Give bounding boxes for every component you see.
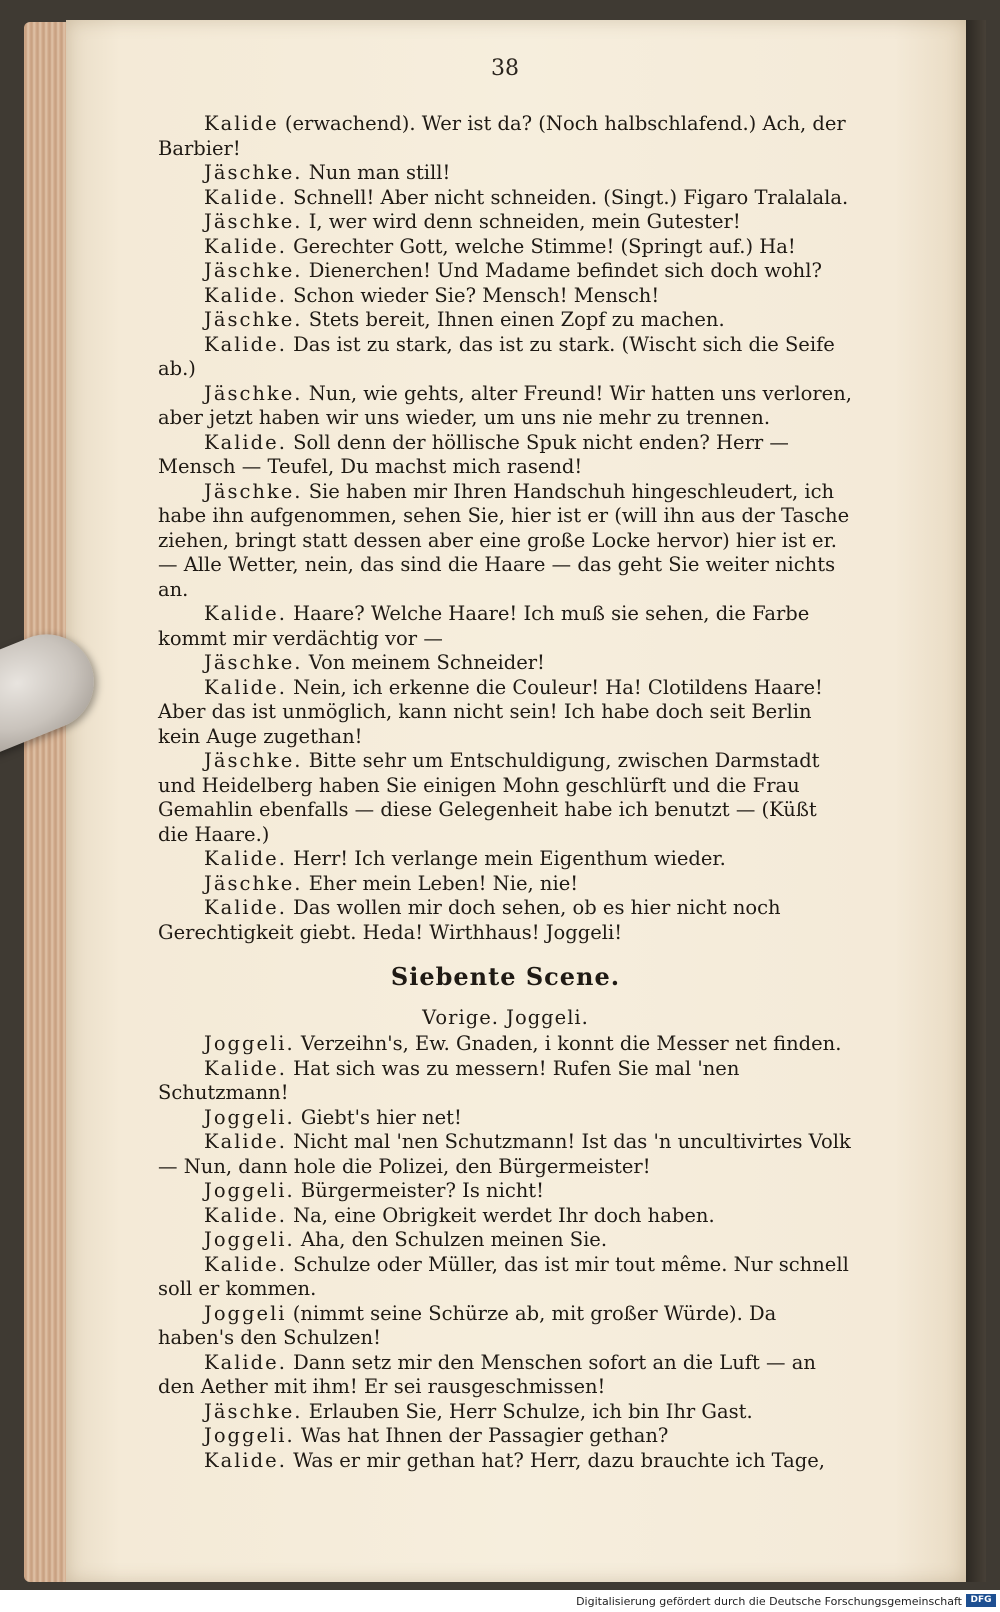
speaker-name: Kalide. (204, 332, 287, 356)
speaker-name: Kalide. (204, 1252, 287, 1276)
speaker-name: Kalide. (204, 1203, 287, 1227)
dialogue-line (158, 259, 853, 284)
speaker-name: Kalide. (204, 234, 287, 258)
speaker-name: Kalide. (204, 1130, 287, 1153)
speaker-name: Kalide. (204, 185, 287, 209)
line-text: Haare? Welche Haare! Ich muß sie sehen, die Farbe kommt mir verdächtig vor — (158, 602, 810, 650)
dialogue-line (158, 284, 853, 309)
speaker-name: Jäschke. (204, 210, 303, 233)
line-text: Erlauben Sie, Herr Schulze, ich bin Ihr Gast. (302, 1399, 753, 1423)
speaker-name: Kalide. (204, 847, 287, 870)
dialogue-line (158, 1032, 853, 1057)
line-text: Bürgermeister? Is nicht! (294, 1179, 544, 1202)
dialogue-line (158, 382, 853, 431)
speaker-name: Jäschke. (204, 871, 303, 895)
speaker-name: Jäschke. (204, 1399, 303, 1423)
speaker-name: Joggeli (204, 1301, 287, 1325)
dialogue-line (158, 1130, 853, 1179)
line-text: Was er mir gethan hat? Herr, dazu brauchte ich Tage, (286, 1448, 825, 1472)
line-text: Soll denn der höllische Spuk nicht enden? Herr — Mensch — Teufel, Du machst mich rasend! (158, 430, 789, 478)
dialogue-line (158, 1179, 853, 1204)
line-text: Schon wieder Sie? Mensch! Mensch! (286, 283, 660, 307)
dialogue-line (158, 872, 853, 897)
dialogue-line (158, 1302, 853, 1351)
speaker-name: Jäschke. (204, 381, 303, 405)
line-text: Nein, ich erkenne die Couleur! Ha! Clotildens Haare! Aber das ist unmöglich, kann nicht sein! Ich habe doch seit Berlin kein Auge zugethan! (158, 675, 823, 748)
line-text: Dienerchen! Und Madame befindet sich doch wohl? (302, 259, 822, 282)
dialogue-line (158, 308, 853, 333)
dialogue-after (158, 1032, 853, 1473)
speaker-name: Kalide. (204, 675, 287, 699)
line-text: Eher mein Leben! Nie, nie! (302, 871, 579, 895)
dialogue-line (158, 1400, 853, 1425)
dialogue-line (158, 186, 853, 211)
line-text: Verzeihn's, Ew. Gnaden, i konnt die Messer net finden. (294, 1032, 842, 1055)
dialogue-line (158, 112, 853, 161)
dialogue-line (158, 161, 853, 186)
line-text: Gerechter Gott, welche Stimme! (Springt auf.) Ha! (286, 234, 796, 258)
speaker-name: Jäschke. (204, 161, 303, 184)
speaker-name: Joggeli. (204, 1424, 295, 1447)
line-text: Giebt's hier net! (294, 1105, 462, 1129)
dialogue-line (158, 333, 853, 382)
speaker-name: Kalide. (204, 1350, 287, 1374)
dialogue-line (158, 676, 853, 750)
line-text: Das wollen mir doch sehen, ob es hier nicht noch Gerechtigkeit giebt. Heda! Wirthhaus! Joggeli! (158, 896, 781, 944)
line-text: Sie haben mir Ihren Handschuh hingeschleudert, ich habe ihn aufgenommen, sehen Sie, hier ist er (will ihn aus der Tasche ziehen, bringt statt dessen aber eine große Locke hervor) hier ist er. — Alle Wetter, nein, das sind die Haare — das geht Sie weiter nichts an. (158, 479, 850, 601)
speaker-name: Joggeli. (204, 1228, 295, 1251)
line-text: Nicht mal 'nen Schutzmann! Ist das 'n uncultivirtes Volk — Nun, dann hole die Polizei, den Bürgermeister! (158, 1130, 851, 1178)
speaker-name: Jäschke. (204, 651, 303, 674)
dialogue-line (158, 235, 853, 260)
speaker-name: Kalide. (204, 1056, 287, 1080)
speaker-name: Jäschke. (204, 479, 303, 503)
dialogue-line (158, 1204, 853, 1229)
scene-characters: Vorige. Joggeli. (422, 1005, 589, 1029)
dialogue-line (158, 1228, 853, 1253)
dialogue-line (158, 1351, 853, 1400)
speaker-name: Joggeli. (204, 1105, 295, 1129)
dialogue-line (158, 847, 853, 872)
speaker-name: Kalide. (204, 896, 287, 919)
speaker-name: Kalide. (204, 283, 287, 307)
line-text: Nun man still! (302, 161, 451, 184)
line-text: Aha, den Schulzen meinen Sie. (294, 1228, 608, 1251)
speaker-name: Joggeli. (204, 1179, 295, 1202)
dialogue-line (158, 602, 853, 651)
gutter-shadow (966, 20, 986, 1582)
dialogue-line (158, 1449, 853, 1474)
line-text: Schnell! Aber nicht schneiden. (Singt.) Figaro Tralalala. (286, 185, 849, 209)
footer-credit: Digitalisierung gefördert durch die Deutsche Forschungsgemeinschaft (576, 1595, 962, 1608)
dialogue-line (158, 1106, 853, 1131)
footer (0, 1590, 1000, 1612)
line-text: Nun, wie gehts, alter Freund! Wir hatten uns verloren, aber jetzt haben wir uns wieder, um uns nie mehr zu trennen. (158, 381, 852, 429)
dialogue-line (158, 1253, 853, 1302)
speaker-name: Joggeli. (204, 1032, 295, 1055)
page-number: 38 (491, 56, 519, 81)
scene-heading: Siebente Scene. (390, 962, 621, 991)
line-text: Das ist zu stark, das ist zu stark. (Wischt sich die Seife ab.) (158, 332, 835, 380)
line-text: Was hat Ihnen der Passagier gethan? (294, 1424, 669, 1447)
dialogue-line (158, 480, 853, 603)
line-text: (nimmt seine Schürze ab, mit großer Würde). Da haben's den Schulzen! (158, 1301, 777, 1349)
dialogue-line (158, 431, 853, 480)
speaker-name: Kalide. (204, 1448, 287, 1472)
speaker-name: Jäschke. (204, 749, 303, 772)
dialogue-line (158, 210, 853, 235)
dialogue-line (158, 651, 853, 676)
dfg-logo: DFG (966, 1594, 996, 1607)
line-text: Bitte sehr um Entschuldigung, zwischen Darmstadt und Heidelberg haben Sie einigen Mohn geschlürft und die Frau Gemahlin ebenfalls — diese Gelegenheit habe ich benutzt — (Küßt die Haare.) (158, 749, 820, 846)
speaker-name: Kalide. (204, 602, 287, 625)
line-text: Stets bereit, Ihnen einen Zopf zu machen. (302, 308, 725, 331)
speaker-name: Jäschke. (204, 259, 303, 282)
line-text: Schulze oder Müller, das ist mir tout même. Nur schnell soll er kommen. (158, 1252, 849, 1300)
dialogue-line (158, 749, 853, 847)
speaker-name: Kalide. (204, 430, 287, 454)
dialogue-before (158, 112, 853, 945)
dialogue-line (158, 1057, 853, 1106)
speaker-name: Kalide (204, 112, 279, 135)
speaker-name: Jäschke. (204, 308, 303, 331)
line-text: Na, eine Obrigkeit werdet Ihr doch haben. (286, 1203, 715, 1227)
line-text: Von meinem Schneider! (302, 651, 545, 674)
dialogue-line (158, 1424, 853, 1449)
line-text: I, wer wird denn schneiden, mein Gutester! (302, 210, 741, 233)
dialogue-line (158, 896, 853, 945)
page-text (158, 112, 853, 1473)
line-text: Herr! Ich verlange mein Eigenthum wieder. (286, 847, 726, 870)
line-text: (erwachend). Wer ist da? (Noch halbschlafend.) Ach, der Barbier! (158, 112, 846, 160)
line-text: Hat sich was zu messern! Rufen Sie mal 'nen Schutzmann! (158, 1056, 740, 1104)
line-text: Dann setz mir den Menschen sofort an die Luft — an den Aether mit ihm! Er sei rausgeschmissen! (158, 1350, 816, 1398)
